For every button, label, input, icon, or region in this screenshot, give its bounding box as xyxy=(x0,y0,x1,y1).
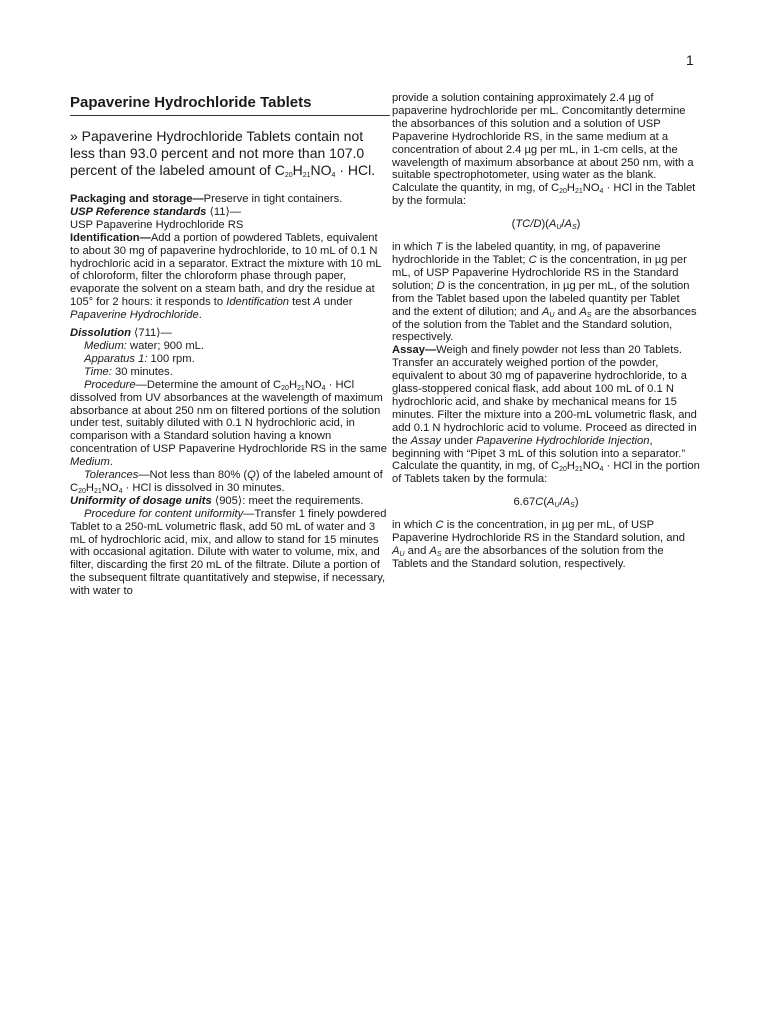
monograph-title: Papaverine Hydrochloride Tablets xyxy=(70,94,390,116)
monograph-definition: » Papaverine Hydrochloride Tablets contain not less than 93.0 percent and not more than 107.0 percent of the labeled amount of $C_{20}H_{21}NO_4$ · HCl. xyxy=(70,128,376,179)
dissolution-apparatus: Apparatus 1: 100 rpm. xyxy=(84,352,195,365)
assay-section: Assay—Weigh and finely powder not less than 20 Tablets. Transfer an accurately weighed portion of the powder, equivalent to about 30 mg of papaverine hydrochloride, to a glass-stoppered conical flask, add about 100 mL of 0.1 N hydrochloric acid, and shake by mechanical means for 15 minutes. Filter the mixture into a 200-mL volumetric flask, and add 0.1 N hydrochloric acid to volume. Proceed as directed in the Assay under Papaverine Hydrochloride Injection, beginning with “Pipet 3 mL of this solution into a separator.” Calculate the quantity, in mg, of $C_{20}H_{21}NO_4$ · HCl in the portion of Tablets taken by the formula: xyxy=(392,344,700,486)
assay-label: Assay— xyxy=(392,344,437,357)
page-number: 1 xyxy=(686,52,694,68)
identification-label: Identification— xyxy=(70,231,151,244)
dissolution-time: Time: 30 minutes. xyxy=(84,365,173,378)
dissolution-medium: Medium: water; 900 mL. xyxy=(84,339,205,352)
usp-reference-section: USP Reference standards ⟨11⟩— xyxy=(70,205,242,218)
uniformity-heading: Uniformity of dosage units ⟨905⟩: meet the requirements. xyxy=(70,494,364,507)
dissolution-label: Dissolution xyxy=(70,327,131,340)
assay-formula-legend: in which C is the concentration, in µg per mL, of USP Papaverine Hydrochloride RS in the Standard solution, and $A_U$ and $A_S$ are the absorbances of the solution from the Tablets and the Standard solution, respectively. xyxy=(392,519,685,570)
left-column xyxy=(70,92,390,598)
packaging-section: Packaging and storage—Preserve in tight containers. xyxy=(70,193,343,205)
uniformity-procedure: Procedure for content uniformity—Transfer 1 finely powdered Tablet to a 250-mL volumetric flask, add 50 mL of water and 3 mL of hydrochloric acid, mix, and allow to stand for 15 minutes with occasional agitation. Dilute with water to volume, mix, and filter, discarding the first 20 mL of the filtrate. Dilute a portion of the subsequent filtrate quantitatively and stepwise, if necessary, with water to xyxy=(70,507,387,598)
usp-reference-label: USP Reference standards xyxy=(70,205,207,218)
identification-section: Identification—Add a portion of powdered Tablets, equivalent to about 30 mg of papaverine hydrochloride, to 10 mL of 0.1 N hydrochloric acid in a separator. Extract the mixture with 10 mL of chloroform, filter the chloroform phase through paper, evaporate the solvent on a steam bath, and dry the residue at 105° for 2 hours: it responds to Identification test A under Papaverine Hydrochloride. xyxy=(70,231,382,322)
dissolution-procedure: Procedure—Determine the amount of $C_{20}H_{21}NO_4$ · HCl dissolved from UV absorbances at the wavelength of maximum absorbance at about 250 nm on filtered portions of the solution under test, suitably diluted with 0.1 N hydrochloric acid, in comparison with a Standard solution having a known concentration of USP Papaverine Hydrochloride RS in the same Medium. xyxy=(70,378,387,469)
right-column xyxy=(392,92,700,571)
dissolution-heading: Dissolution ⟨711⟩— xyxy=(70,327,172,340)
dissolution-tolerances: Tolerances—Not less than 80% (Q) of the labeled amount of $C_{20}H_{21}NO_4$ · HCl is dissolved in 30 minutes. xyxy=(70,469,383,495)
uniformity-label: Uniformity of dosage units xyxy=(70,494,212,507)
assay-formula: $6.67C(A_U/A_S)$ xyxy=(513,496,579,510)
usp-reference-item: USP Papaverine Hydrochloride RS xyxy=(70,218,244,231)
uniformity-formula-legend: in which T is the labeled quantity, in mg, of papaverine hydrochloride in the Tablet; C is the concentration, in µg per mL, of USP Papaverine Hydrochloride RS in the Standard solution; D is the concentration, in µg per mL, of the solution from the Tablet based upon the labeled quantity per Tablet and the extent of dilution; and $A_U$ and $A_S$ are the absorbances of the solution from the Tablet and the Standard solution, respectively. xyxy=(392,241,697,344)
packaging-label: Packaging and storage— xyxy=(70,193,204,205)
uniformity-procedure-continued: provide a solution containing approximately 2.4 µg of papaverine hydrochloride per mL. Concomitantly determine the absorbances of this solution and a solution of USP Papaverine Hydrochloride RS, in the same medium at a concentration of about 2.4 µg per mL, in 1-cm cells, at the wavelength of maximum absorbance at about 250 nm, with a suitable spectrophotometer, using water as the blank. Calculate the quantity, in mg, of $C_{20}H_{21}NO_4$ · HCl in the Tablet by the formula: xyxy=(392,92,696,208)
uniformity-formula: $(TC/D)(A_U/A_S)$ xyxy=(511,218,581,232)
